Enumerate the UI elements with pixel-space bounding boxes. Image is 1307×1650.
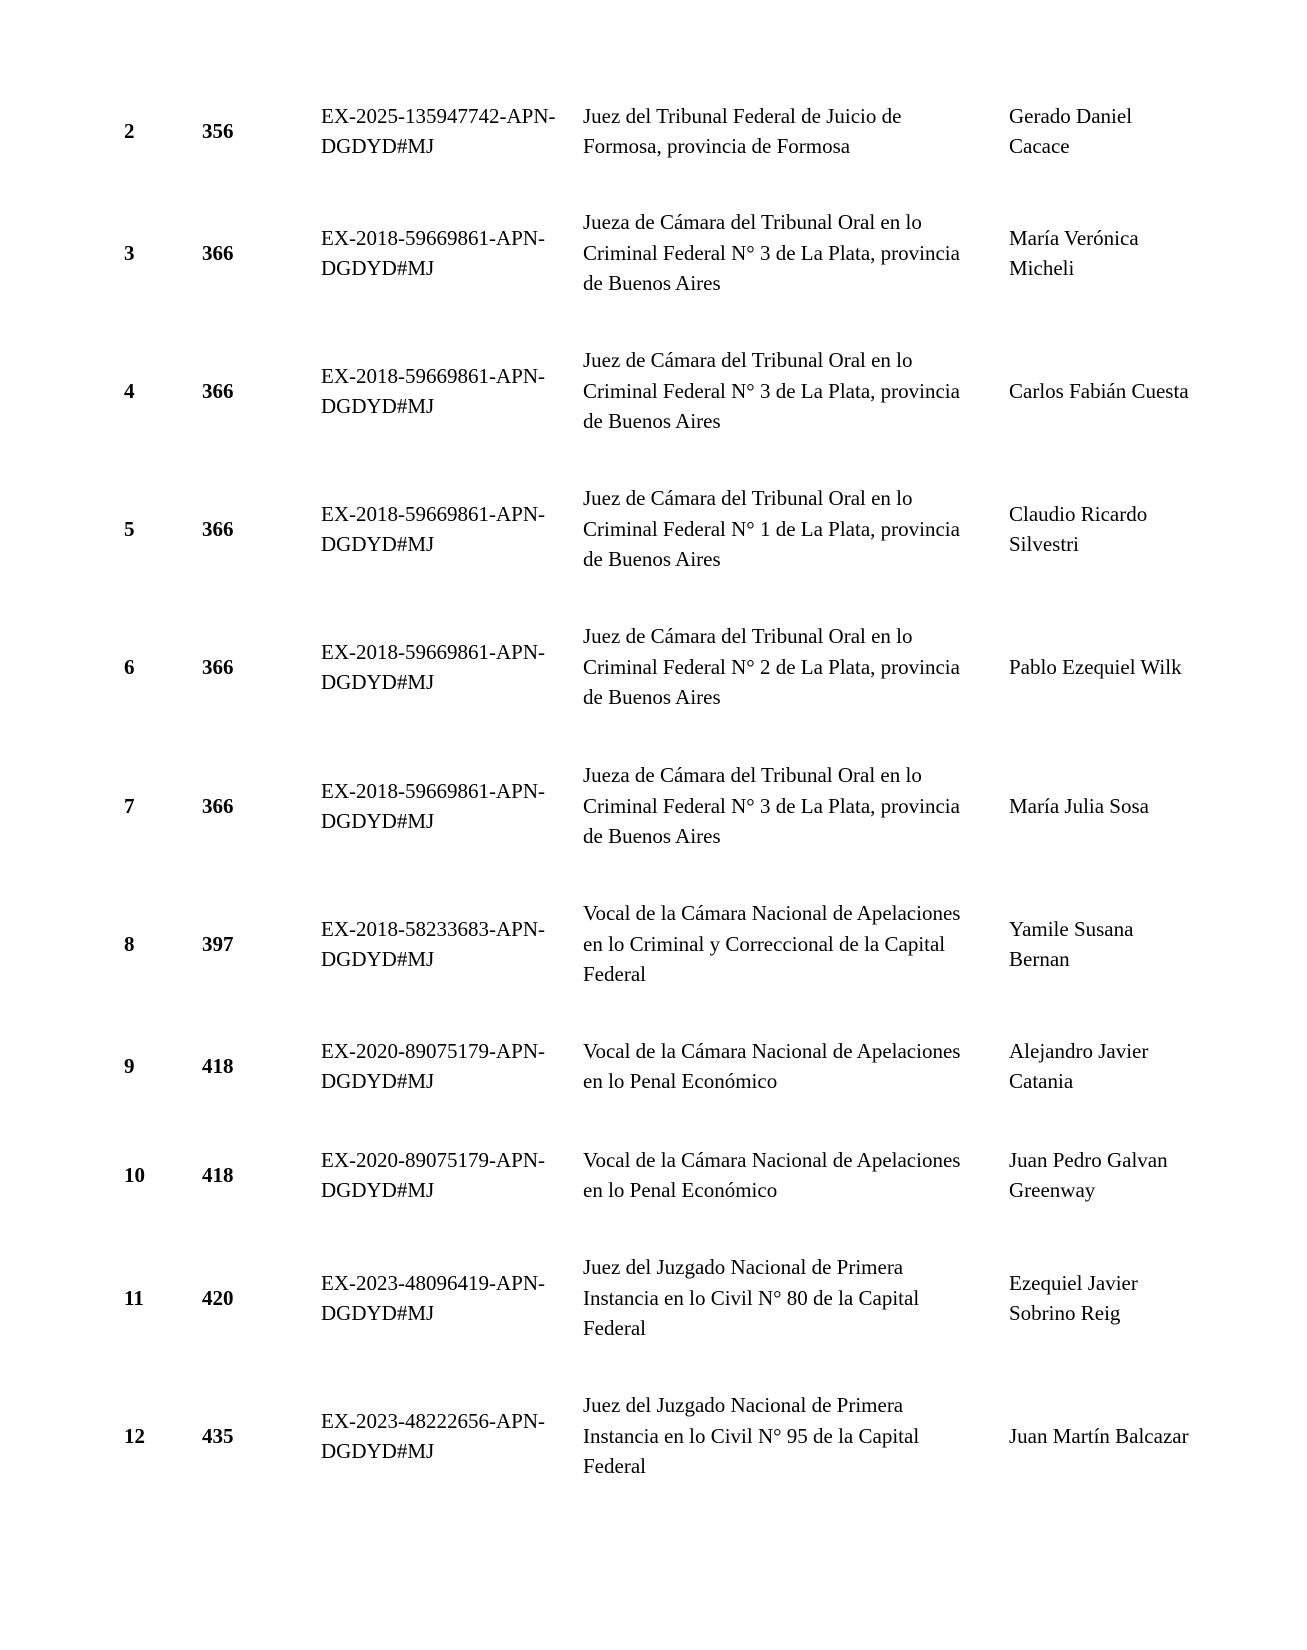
row-number (124, 1016, 184, 1116)
order-number (202, 894, 282, 994)
table-row (0, 894, 1307, 994)
order-number-text: 366 (202, 240, 234, 265)
nombre-line: Greenway (1009, 1178, 1096, 1202)
cargo-line: Vocal de la Cámara Nacional de Apelaciones (583, 1038, 961, 1063)
expediente-line: DGDYD#MJ (321, 809, 435, 833)
cargo (583, 81, 1008, 181)
expediente (321, 1248, 579, 1348)
order-number-text: 356 (202, 118, 234, 143)
cargo-line: Juez de Cámara del Tribunal Oral en lo (583, 486, 913, 511)
expediente-line: DGDYD#MJ (321, 532, 435, 556)
table-row (0, 203, 1307, 303)
cargo (583, 479, 1008, 579)
cargo (583, 617, 1008, 717)
cargo-line: Criminal Federal N° 1 de La Plata, provincia (583, 516, 960, 541)
cargo-line: en lo Criminal y Correccional de la Capital (583, 931, 946, 956)
cargo-line: en lo Penal Económico (583, 1178, 778, 1202)
cargo (583, 341, 1008, 441)
nombre-line: María Verónica (1009, 225, 1139, 250)
cargo-line: Vocal de la Cámara Nacional de Apelaciones (583, 1147, 961, 1172)
table-row (0, 756, 1307, 856)
order-number (202, 479, 282, 579)
nombre-line: Pablo Ezequiel Wilk (1009, 654, 1182, 679)
expediente-line: DGDYD#MJ (321, 1069, 435, 1093)
expediente-line: DGDYD#MJ (321, 1439, 435, 1463)
cargo (583, 1016, 1008, 1116)
row-number (124, 1125, 184, 1225)
cargo-line: Federal (583, 1316, 646, 1341)
row-number (124, 341, 184, 441)
nombre-line: Cacace (1009, 134, 1070, 158)
order-number (202, 81, 282, 181)
expediente (321, 617, 579, 717)
order-number-text: 366 (202, 793, 234, 818)
expediente-line: EX-2018-59669861-APN- (321, 639, 545, 664)
nombre (1009, 617, 1239, 717)
order-number-text: 366 (202, 378, 234, 403)
expediente-line: DGDYD#MJ (321, 1301, 435, 1325)
expediente (321, 894, 579, 994)
expediente-line: EX-2018-59669861-APN- (321, 778, 545, 803)
nombre-line: Micheli (1009, 256, 1075, 280)
nombre-line: Gerado Daniel (1009, 103, 1133, 128)
nombre (1009, 81, 1239, 181)
expediente (321, 1016, 579, 1116)
expediente (321, 756, 579, 856)
order-number-text: 435 (202, 1423, 234, 1448)
nombre (1009, 756, 1239, 856)
cargo-line: Juez del Juzgado Nacional de Primera (583, 1255, 904, 1280)
nombre-line: Bernan (1009, 947, 1070, 971)
expediente-line: DGDYD#MJ (321, 256, 435, 280)
cargo-line: de Buenos Aires (583, 271, 721, 296)
row-number (124, 1248, 184, 1348)
expediente-line: EX-2018-59669861-APN- (321, 225, 545, 250)
cargo-line: Jueza de Cámara del Tribunal Oral en lo (583, 763, 922, 788)
row-number (124, 1386, 184, 1486)
row-number (124, 81, 184, 181)
cargo-line: Formosa, provincia de Formosa (583, 134, 851, 158)
expediente-line: EX-2018-58233683-APN- (321, 916, 545, 941)
expediente-line: EX-2020-89075179-APN- (321, 1038, 545, 1063)
table-row (0, 1386, 1307, 1486)
nombre-line: Yamile Susana (1009, 916, 1134, 941)
order-number (202, 1248, 282, 1348)
nombre (1009, 1016, 1239, 1116)
nombre (1009, 479, 1239, 579)
nombre-line: Juan Martín Balcazar (1009, 1423, 1189, 1448)
expediente-line: EX-2018-59669861-APN- (321, 501, 545, 526)
nombre (1009, 1248, 1239, 1348)
row-number (124, 756, 184, 856)
nombre-line: Sobrino Reig (1009, 1301, 1121, 1325)
order-number-text: 366 (202, 516, 234, 541)
expediente (321, 203, 579, 303)
cargo-line: de Buenos Aires (583, 547, 721, 572)
nombre-line: María Julia Sosa (1009, 793, 1149, 818)
row-number-text: 10 (124, 1162, 145, 1187)
table-row (0, 1016, 1307, 1116)
row-number (124, 894, 184, 994)
cargo-line: Federal (583, 962, 646, 987)
expediente-line: DGDYD#MJ (321, 947, 435, 971)
expediente-line: DGDYD#MJ (321, 670, 435, 694)
order-number-text: 420 (202, 1285, 234, 1310)
cargo-line: Instancia en lo Civil N° 80 de la Capital (583, 1285, 920, 1310)
nombre-line: Alejandro Javier (1009, 1038, 1149, 1063)
table-row (0, 617, 1307, 717)
cargo (583, 1125, 1008, 1225)
table-row (0, 479, 1307, 579)
cargo-line: Criminal Federal N° 3 de La Plata, provincia (583, 240, 960, 265)
expediente-line: DGDYD#MJ (321, 134, 435, 158)
table-row (0, 81, 1307, 181)
expediente-line: EX-2023-48222656-APN- (321, 1408, 545, 1433)
order-number-text: 418 (202, 1053, 234, 1078)
expediente (321, 341, 579, 441)
row-number-text: 6 (124, 654, 135, 679)
nombre-line: Claudio Ricardo (1009, 501, 1148, 526)
nombre (1009, 894, 1239, 994)
cargo-line: Vocal de la Cámara Nacional de Apelaciones (583, 901, 961, 926)
expediente-line: DGDYD#MJ (321, 1178, 435, 1202)
expediente-line: EX-2018-59669861-APN- (321, 363, 545, 388)
cargo-line: Juez del Tribunal Federal de Juicio de (583, 103, 902, 128)
row-number-text: 7 (124, 793, 135, 818)
nombre-line: Silvestri (1009, 532, 1080, 556)
order-number (202, 341, 282, 441)
cargo-line: Criminal Federal N° 3 de La Plata, provincia (583, 378, 960, 403)
row-number (124, 617, 184, 717)
order-number (202, 203, 282, 303)
nombre (1009, 341, 1239, 441)
expediente (321, 81, 579, 181)
row-number-text: 12 (124, 1423, 145, 1448)
nombre-line: Carlos Fabián Cuesta (1009, 378, 1189, 403)
cargo-line: Federal (583, 1454, 646, 1479)
table-row (0, 1248, 1307, 1348)
row-number-text: 2 (124, 118, 135, 143)
nombre (1009, 1125, 1239, 1225)
row-number-text: 5 (124, 516, 135, 541)
row-number (124, 203, 184, 303)
order-number-text: 366 (202, 654, 234, 679)
order-number (202, 756, 282, 856)
order-number (202, 1016, 282, 1116)
cargo-line: Criminal Federal N° 3 de La Plata, provincia (583, 793, 960, 818)
cargo (583, 756, 1008, 856)
order-number (202, 1125, 282, 1225)
cargo (583, 894, 1008, 994)
cargo-line: Juez de Cámara del Tribunal Oral en lo (583, 624, 913, 649)
row-number-text: 3 (124, 240, 135, 265)
cargo-line: Instancia en lo Civil N° 95 de la Capital (583, 1423, 920, 1448)
expediente-line: EX-2023-48096419-APN- (321, 1270, 545, 1295)
row-number (124, 479, 184, 579)
cargo-line: Juez del Juzgado Nacional de Primera (583, 1393, 904, 1418)
cargo (583, 1386, 1008, 1486)
row-number-text: 4 (124, 378, 135, 403)
order-number (202, 617, 282, 717)
cargo-line: de Buenos Aires (583, 685, 721, 710)
nombre (1009, 1386, 1239, 1486)
row-number-text: 11 (124, 1285, 144, 1310)
nombre-line: Juan Pedro Galvan (1009, 1147, 1168, 1172)
expediente-line: EX-2020-89075179-APN- (321, 1147, 545, 1172)
table-row (0, 341, 1307, 441)
expediente (321, 479, 579, 579)
cargo (583, 203, 1008, 303)
expediente (321, 1125, 579, 1225)
order-number-text: 418 (202, 1162, 234, 1187)
nombre-line: Catania (1009, 1069, 1074, 1093)
cargo-line: de Buenos Aires (583, 409, 721, 434)
expediente (321, 1386, 579, 1486)
cargo-line: Criminal Federal N° 2 de La Plata, provincia (583, 654, 960, 679)
cargo (583, 1248, 1008, 1348)
expediente-line: DGDYD#MJ (321, 394, 435, 418)
expediente-line: EX-2025-135947742-APN- (321, 103, 556, 128)
cargo-line: Juez de Cámara del Tribunal Oral en lo (583, 348, 913, 373)
cargo-line: de Buenos Aires (583, 824, 721, 849)
row-number-text: 9 (124, 1053, 135, 1078)
nombre (1009, 203, 1239, 303)
order-number (202, 1386, 282, 1486)
order-number-text: 397 (202, 931, 234, 956)
table-row (0, 1125, 1307, 1225)
cargo-line: en lo Penal Económico (583, 1069, 778, 1093)
cargo-line: Jueza de Cámara del Tribunal Oral en lo (583, 210, 922, 235)
nombre-line: Ezequiel Javier (1009, 1270, 1138, 1295)
row-number-text: 8 (124, 931, 135, 956)
